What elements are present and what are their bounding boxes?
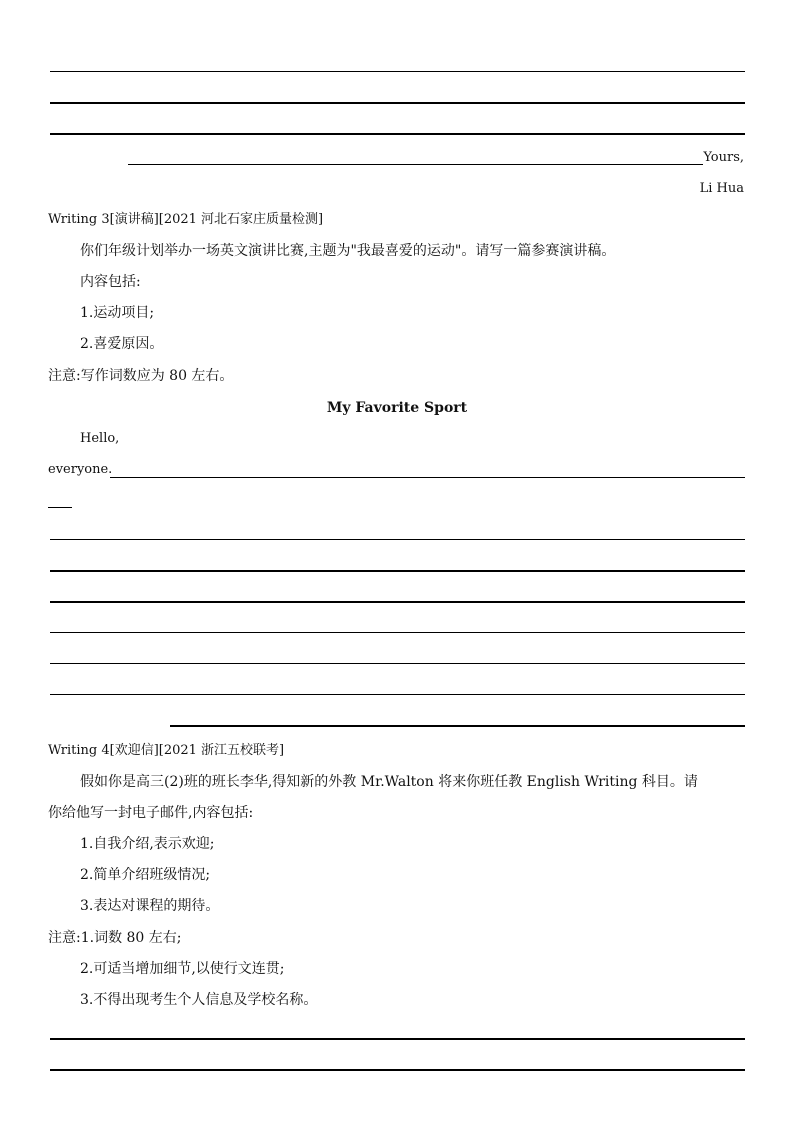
writing4-note-item-3: 3.不得出现考生个人信息及学校名称。 [80,992,318,1008]
writing4-item-3: 3.表达对课程的期待。 [80,898,220,914]
writing-line [50,632,745,633]
essay-title: My Favorite Sport [326,400,468,416]
writing3-note: 注意:写作词数应为 80 左右。 [48,368,234,384]
writing-line [50,102,745,104]
writing-line [170,725,745,727]
writing-line [50,1038,745,1040]
writing4-note-item-2: 2.可适当增加细节,以使行文连贯; [80,961,285,977]
writing-line [50,71,745,72]
writing-line [50,601,745,603]
closing-yours: Yours, [703,150,744,165]
writing-line [50,663,745,664]
writing-line [128,164,703,165]
closing-signature: Li Hua [699,181,744,196]
writing4-item-1: 1.自我介绍,表示欢迎; [80,836,215,852]
writing-line [48,507,72,508]
opening-everyone: everyone. [48,462,113,477]
writing3-heading: Writing 3[演讲稿][2021 河北石家庄质量检测] [48,212,324,227]
writing-line [50,694,745,695]
writing3-item-1: 1.运动项目; [80,305,155,321]
opening-hello: Hello, [80,431,120,446]
writing4-prompt-line2: 你给他写一封电子邮件,内容包括: [48,805,254,821]
writing4-note: 注意:1.词数 80 左右; [48,930,182,946]
writing4-heading: Writing 4[欢迎信][2021 浙江五校联考] [48,743,285,758]
writing3-prompt: 你们年级计划举办一场英文演讲比赛,主题为"我最喜爱的运动"。请写一篇参赛演讲稿。 [80,243,616,259]
writing4-prompt-line1: 假如你是高三(2)班的班长李华,得知新的外教 Mr.Walton 将来你班任教 English Writing 科目。请 [80,774,698,790]
writing-line [50,539,745,540]
writing-line [50,1069,745,1071]
writing3-item-2: 2.喜爱原因。 [80,336,164,352]
writing-line [110,477,745,478]
writing4-item-2: 2.简单介绍班级情况; [80,867,211,883]
writing3-content-label: 内容包括: [80,274,141,290]
writing-line [50,133,745,135]
writing-line [50,570,745,572]
